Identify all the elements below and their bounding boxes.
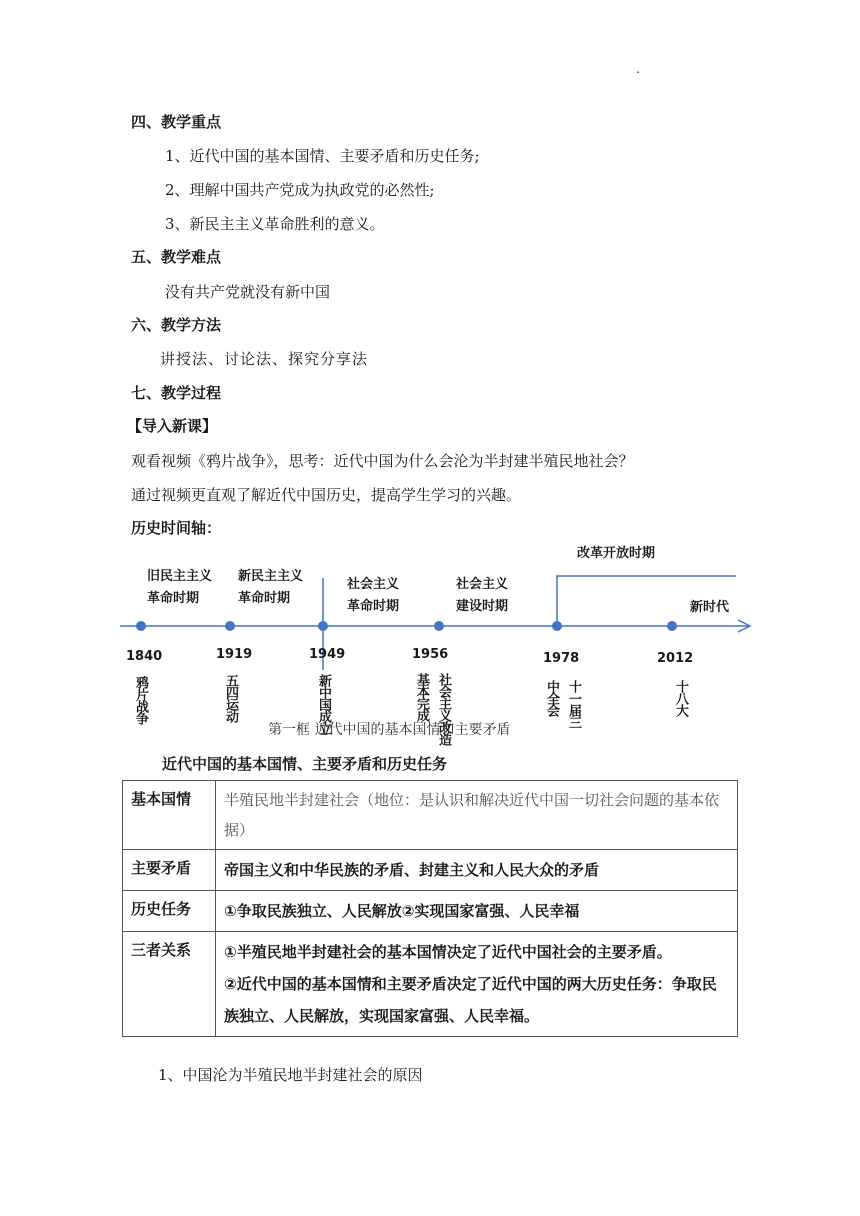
event-1949: 新中国成立	[316, 674, 331, 734]
table-row	[123, 850, 738, 891]
point-1949	[318, 621, 328, 631]
event-1840: 鸦片战争	[133, 676, 148, 724]
row-key: 历史任务	[123, 891, 216, 932]
intro-heading: 【导入新课】	[127, 417, 218, 435]
row-key: 主要矛盾	[123, 850, 216, 891]
row-value: 帝国主义和中华民族的矛盾、封建主义和人民大众的矛盾	[216, 850, 738, 891]
point-1956	[434, 621, 444, 631]
section-6-heading: 六、教学方法	[131, 316, 222, 334]
period-old-democratic: 旧民主主义 革命时期	[147, 569, 213, 606]
year-1978: 1978	[543, 651, 580, 666]
point-1978	[552, 621, 562, 631]
period-socialist-construction: 社会主义 建设时期	[456, 577, 509, 614]
point-1840	[136, 621, 146, 631]
row-key: 三者关系	[123, 932, 216, 1037]
period-new-democratic: 新民主主义 革命时期	[238, 569, 304, 606]
row-value: ①争取民族独立、人民解放②实现国家富强、人民幸福	[216, 891, 738, 932]
overlap-heading: 第一框 近代中国的基本国情和主要矛盾	[268, 722, 511, 738]
section-4-heading: 四、教学重点	[131, 113, 222, 131]
table-row	[123, 891, 738, 932]
table-row	[123, 932, 738, 1037]
row-value	[216, 932, 738, 1037]
difficulty-text: 没有共产党就没有新中国	[165, 283, 331, 301]
key-point-2: 2、理解中国共产党成为执政党的必然性;	[165, 181, 435, 199]
year-1949: 1949	[309, 647, 346, 662]
row-key: 基本国情	[123, 781, 216, 850]
period-socialist-revolution: 社会主义 革命时期	[347, 577, 400, 614]
table-row	[123, 781, 738, 850]
relation-point-2: ②近代中国的基本国情和主要矛盾决定了近代中国的两大历史任务：争取民族独立、人民解放，实现国家富强、人民幸福。	[224, 975, 717, 1025]
intro-paragraph-2: 通过视频更直观了解近代中国历史，提高学生学习的兴趣。	[131, 486, 522, 504]
key-point-1: 1、近代中国的基本国情、主要矛盾和历史任务;	[165, 147, 480, 165]
national-conditions-table	[122, 780, 738, 1037]
event-1978-b: 十一届三	[566, 680, 581, 728]
method-text: 讲授法、讨论法、探究分享法	[160, 350, 369, 368]
event-2012: 十八大	[673, 680, 688, 716]
key-point-3: 3、新民主主义革命胜利的意义。	[165, 215, 385, 233]
point-2012	[667, 621, 677, 631]
intro-paragraph-1: 观看视频《鸦片战争》，思考：近代中国为什么会沦为半封建半殖民地社会？	[131, 452, 634, 470]
overlap-subheading: 近代中国的基本国情、主要矛盾和历史任务	[162, 755, 448, 773]
timeline-heading: 历史时间轴：	[131, 519, 222, 537]
year-1919: 1919	[216, 647, 253, 662]
point-1919	[225, 621, 235, 631]
year-2012: 2012	[657, 651, 694, 666]
row-value: 半殖民地半封建社会（地位：是认识和解决近代中国一切社会问题的基本依据）	[216, 781, 738, 850]
event-1956-a: 基本完成	[414, 673, 429, 721]
relation-point-1: ①半殖民地半封建社会的基本国情决定了近代中国社会的主要矛盾。	[224, 943, 672, 961]
section-5-heading: 五、教学难点	[131, 248, 222, 266]
year-1840: 1840	[126, 649, 163, 664]
section-7-heading: 七、教学过程	[131, 384, 222, 402]
year-1956: 1956	[412, 647, 449, 662]
period-new-era: 新时代	[690, 600, 730, 615]
reason-heading: 1、中国沦为半殖民地半封建社会的原因	[158, 1066, 423, 1084]
event-1978-a: 中全会	[544, 680, 559, 716]
event-1956-b: 社会主义改造	[436, 673, 451, 745]
event-1919: 五四运动	[223, 674, 238, 722]
corner-mark: .	[636, 62, 640, 76]
period-reform: 改革开放时期	[577, 546, 656, 561]
